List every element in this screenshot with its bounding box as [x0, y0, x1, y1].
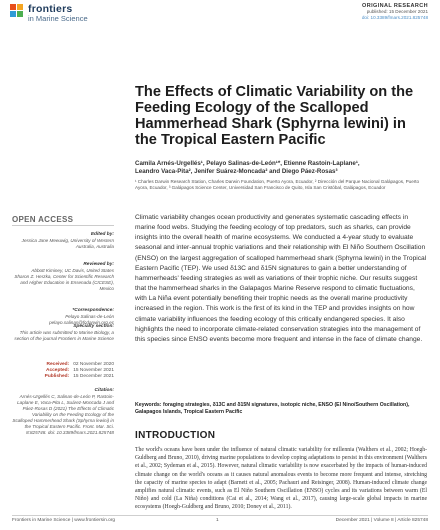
received-date: 02 November 2020: [73, 362, 114, 367]
reviewer-1[interactable]: Abbott Kiminey, UC Davis, United States: [31, 268, 114, 273]
abstract: Climatic variability changes ocean productivity and generates systematic cascading effects in marine food webs. Studying the feeding ecology of top predators, such as sharks, can provide insights into the overall health of marine ecosystems. We conducted a 4-year study to evaluate seasonal and inter-annual trophic variations and their relationship with El Niño Southern Oscillation (ENSO) on the largest aggregation of scalloped hammerhead shark (Sphyrna lewini) in the Tropical Eastern Pacific (TEP). We used δ13C and δ15N signatures to gain a better understanding of hammerheads' feeding strategies as well as variations of their trophic niche. Our results suggest that the hammerhead sharks in the Galapagos Marine Reserve respond to climatic fluctuations, with La Niña event potentially benefiting their trophic needs as the overall marine productivity increased in the region. This work is the first of its kind in the TEP and provides insights on how climate variability influences the feeding ecology of this critically endangered species. It also highlights the need to incorporate climate-related conservation strategies into the management of this species since ENSO events become more frequent and intense in the face of climate change.: [135, 214, 427, 343]
article-dates: [12, 362, 114, 380]
journal-name: in Marine Science: [28, 14, 88, 23]
edited-by: [12, 232, 114, 250]
accepted-date: 15 November 2021: [73, 368, 114, 373]
footer-divider: [12, 515, 428, 516]
journal-logo[interactable]: [10, 2, 120, 26]
citation-text: Arnés-Urgellés C, Salinas-de-León P, Rastoin-Laplane E, Vaca-Pita L, Suárez-Moncada J and Páez-Rosas D (2021) The Effects of Climatic Variability on the Feeding Ecology of the Scalloped Hammerhead Shark (Sphyrna lewini) in the Tropical Eastern Pacific. Front. Mar. Sci. 8:825748. doi: 10.3389/fmars.2021.825748: [12, 394, 114, 435]
authors-line-2[interactable]: Leandro Vaca-Pita², Jenifer Suárez-Moncada² and Diego Páez-Rosas³: [135, 168, 338, 176]
reviewer-2[interactable]: Sharon Z. Herzka, Center for Scientific Research and Higher Education in Ensenada (CICESE), Mexico: [14, 274, 114, 291]
specialty-text: This article was submitted to Marine Biology, a section of the journal Frontiers in Marine Science: [14, 330, 114, 341]
reviewed-by-label: Reviewed by:: [83, 262, 114, 267]
reviewed-by: [12, 262, 114, 292]
keywords-list: foraging strategies, δ13C and δ15N signatures, isotopic niche, ENSO (El Nino/Southern Oscillation), Galapagos Islands, Tropical Eastern Pacific: [135, 402, 410, 415]
published-date-side: 15 December 2021: [73, 374, 114, 379]
accepted-label: Accepted:: [45, 368, 70, 373]
correspondence-contact[interactable]: Pelayo Salinas-de-León pelayo.salinas@fcdarwin.org.ec: [49, 314, 114, 325]
article-meta: [362, 3, 428, 21]
author-list: [135, 160, 425, 177]
specialty-label: Specialty section:: [73, 324, 114, 329]
editor[interactable]: Jessica Jane Meeuwig, University of Western Australia, Australia: [21, 238, 114, 249]
edited-by-label: Edited by:: [90, 232, 114, 237]
footer-journal[interactable]: Frontiers in Marine Science | www.frontiersin.org: [12, 518, 116, 523]
journal-brand: frontiers: [28, 3, 73, 15]
introduction-text: The world's oceans have been under the influence of natural climatic variability for millennia (Walthers et al., 2002; Hoegh-Guldberg and Bruno, 2010), driving marine populations to develop coping adaptations to persist in this environment (Walthers et al., 2002; Sydeman et al., 2015). However, natural climatic variability is now exacerbated by the impacts of human-induced climate change on the world's oceans as it causes natural anomalous events to become more frequent and intense, stretching the capacity of marine species to adapt (Barnett et al., 2005; Pachauri and Reisinger, 2008). Human-induced climate change amplifies natural climatic events, such as El Niño Southern Oscillation (ENSO) cycles and its variations between warm (El Niño) and cold (La Niña) conditions (Cai et al., 2014; Wang et al., 2017), causing large-scale global impacts in marine ecosystems (Hoegh-Guldberg and Bruno, 2010; Doney et al., 2011).: [135, 447, 427, 511]
article-type: ORIGINAL RESEARCH: [362, 3, 428, 9]
authors-line-1[interactable]: Camila Arnés-Urgellés¹, Pelayo Salinas-de-León¹*, Etienne Rastoin-Laplane¹,: [135, 160, 360, 167]
citation-label: Citation:: [94, 388, 114, 393]
frontiers-logo-icon: [10, 4, 24, 20]
correspondence-label: *Correspondence:: [72, 308, 114, 313]
divider: [12, 225, 114, 226]
page-number: 1: [216, 518, 219, 523]
specialty-section: [12, 324, 114, 342]
affiliations: ¹ Charles Darwin Research Station, Charles Darwin Foundation, Puerto Ayora, Ecuador, ² Dirección del Parque Nacional Galápagos, Puerto Ayora, Ecuador, ³ Galápagos Science Center, Universidad San Francisco de Quito, Isla San Cristóbal, Galápagos, Ecuador: [135, 179, 420, 191]
article-title: The Effects of Climatic Variability on the Feeding Ecology of the Scalloped Hammerhead Shark (Sphyrna lewini) in the Tropical Eastern Pacific: [135, 84, 414, 148]
citation: [12, 388, 114, 436]
published-date: published: 15 December 2021: [366, 9, 428, 14]
open-access-label: OPEN ACCESS: [12, 215, 74, 224]
published-label: Published:: [44, 374, 70, 379]
doi-link[interactable]: doi: 10.3389/fmars.2021.825748: [361, 15, 428, 20]
received-label: Received:: [46, 362, 70, 367]
footer-issue: December 2021 | Volume 8 | Article 825748: [335, 518, 428, 523]
introduction-heading: INTRODUCTION: [135, 430, 216, 441]
keywords-label: Keywords:: [135, 402, 162, 408]
keywords: [135, 402, 427, 416]
